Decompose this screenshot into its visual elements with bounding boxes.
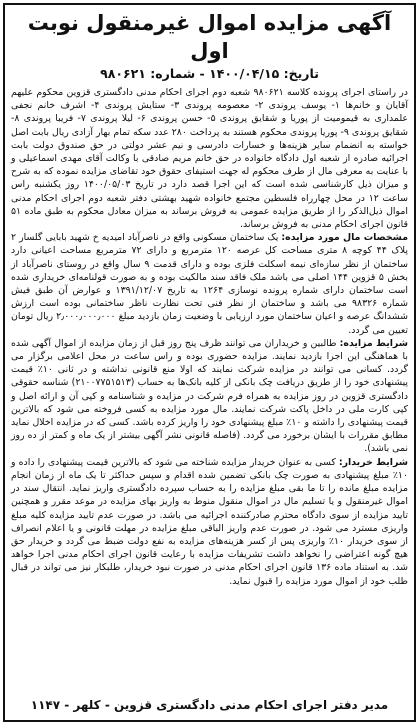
auction-notice bbox=[3, 3, 416, 722]
notice-signature: مدیر دفتر اجرای احکام مدنی دادگستری قزوین - کلهر - ۱۱۴۷ bbox=[30, 698, 389, 712]
auction-terms-label: شرایط مزایده: bbox=[339, 337, 408, 349]
property-spec-text: یک ساختمان مسکونی واقع در ناصرآباد امیدیه خ شهید بابایی گلسار ۲ پلاک ۴۴ کوچه ۸ متری مساحت کل عرصه ۱۲۰ مترمربع و دارای ۷۲ مترمربع مساحت اعیانی دارد ساختمان از نظر سازه‌ای نیمه اسکلت فلزی بوده و دارای قدمت ۹ سال واقع در روستای ناصرآباد از بخش ۵ قزوین ۱۴۴ اصلی می باشد ملک فاقد سند مالکیت بوده و به صورت قولنامه‌ای خریداری شده است ساختمان دارای شماره پرونده نوسازی ۱۲۶۴ به تاریخ ۱۳۹۱/۱۲/۰۷ و عوارض آن طبق فیش شماره ۹۸۳۲۶ می باشد و ساختمان از نظر فنی تحت نظارت ناظر ساختمانی بوده است ارزش ششدانگ عرصه و اعیان ساختمان مورد ارزیابی با وضعیت زمان بازدید مبلغ ۲٫۰۰۰٫۰۰۰٫۰۰۰ ریال تومان تعیین می گردد. bbox=[11, 232, 409, 336]
property-spec-paragraph bbox=[11, 231, 408, 337]
notice-date-number: تاریخ: ۱۴۰۰/۰۴/۱۵ - شماره: ۹۸۰۶۲۱ bbox=[100, 66, 319, 81]
buyer-terms-text: کسی به عنوان خریدار مزایده شناخته می شود که بالاترین قیمت پیشنهادی را داده و ۱۰٪ مبلغ پیشنهادی به صورت چک بانکی تضمین شده اقدام و سپس حداکثر تا یک ماه از زمان انجام مزایده مبلغ مانده را تا ما بقی مبلغ مزایده را به حساب سپرده دادگستری واریز نماید. انتقال سند در اموال غیرمنقول و یا تسلیم مال در اموال منقول منوط به واریز بهای مزایده در موعد مقرر و همچنین تایید مزایده از سوی دادگاه محترم صادرکننده اجرائیه می باشد. در صورت عدم تایید مزایده کلیه مبلغ واریزی مسترد می شود. در صورت عدم واریز الباقی مبلغ مزایده در مهلت قانونی و یا اعلام انصراف از سوی خریدار ۱۰٪ واریزی پس از کسر هزینه‌های مزایده به نفع دولت ضبط می گردد و خریدار حق هیچ گونه اعتراضی را نخواهد داشت تشریفات مزایده با رعایت قانون اجرای احکام مدنی اجرا خواهد شد. به استناد ماده ۱۳۶ قانون اجرای احکام مدنی در صورت نبود خریدار، طلبکار نیز می تواند در قبال طلب خود از اموال مورد مزایده را قبول نماید. bbox=[11, 456, 408, 587]
auction-terms-paragraph bbox=[11, 337, 408, 456]
auction-terms-text: طالبین و خریداران می توانند ظرف پنج روز قبل از زمان مزایده از اموال آگهی شده با هماهنگی این اجرا بازدید نمایند. مزایده حضوری بوده و راس ساعت در محل اعلامی برگزار می گردد. کسانی می توانند در مزایده شرکت نمایند که اولا منع قانونی نداشته و در ثانی ۱۰٪ قیمت پیشنهادی خود را از طریق دریافت چک بانکی از کلیه بانک‌ها به حساب (۲۱۰۰۷۷۵۱۵۱۳) شناسه حقوقی دادگستری قزوین در روز مزایده به همراه فرم شرکت در مزایده و شناسنامه و کپی آن و ارائه اصل و کپی کارت ملی در داخل پاکت شرکت نمایند. مال مورد مزایده به کسی فروخته می شود که بالاترین قیمت پیشنهادی را داشته و ۱۰٪ مبلغ پیشنهادی خود را واریز کرده باشد. کسی که در مزایده اخلال نماید مطابق مقررات با ایشان برخورد می گردد. (فاصله قانونی نشر آگهی بیشتر از یک ماه و کمتر از ده روز نمی باشد). bbox=[11, 337, 409, 455]
buyer-terms-label: شرایط خریدار: bbox=[338, 456, 408, 468]
intro-paragraph: در راستای اجرای پرونده کلاسه ۹۸۰۶۲۱ شعبه دوم اجرای احکام مدنی دادگستری قزوین محکوم علیهم آقایان و خانم‌ها ۱- یوسف پروندی ۲- معصومه پروندی ۳- ستایش پروندی ۴- اشرف خانم نجفی علمداری به قیمومیت از پوریا و شقایق پروندی ۵- حسن پروندی ۶- لیلا پروندی ۷- فریبا پروندی ۸- شقایق پروندی ۹- پوریا پروندی محکوم هستند به پرداخت ۲۸۰ عدد سکه تمام بهار آزادی ریال بابت اصل خواسته به انضمام سایر هزینه‌ها و خسارات دادرسی و نیم عشر دولتی در حق صندوق دولت بابت اجرائیه صادره از شعبه اول دادگاه خانواده در حق خانم مریم صادقی با وکالت آقای مهدی اسماعیلی و با عنایت به معرفی مال از طرف محکوم له جهت استیفای حقوق خود تقاضای مزایده نموده که به شرح و میزان ذیل کارشناسی شده است که این اجرا قصد دارد در تاریخ ۱۴۰۰/۰۵/۰۳ روز یکشنبه راس ساعت ۱۲ در محل چهارراه فلسطین مجتمع خانواده شهید بهشتی دفتر شعبه دوم اجرای احکام مدنی اموال ذیل‌الذکر را از طریق مزایده عمومی به فروش برساند به میزان معادل محکوم به طبق ماده ۵۱ قانون اجرای احکام مدنی به فروش برساند. bbox=[11, 87, 409, 231]
notice-title: آگهی مزایده اموال غیرمنقول نوبت اول bbox=[27, 11, 392, 63]
property-spec-label: مشخصات مال مورد مزایده: bbox=[281, 232, 409, 244]
buyer-terms-paragraph bbox=[11, 456, 408, 588]
notice-body bbox=[11, 86, 408, 588]
